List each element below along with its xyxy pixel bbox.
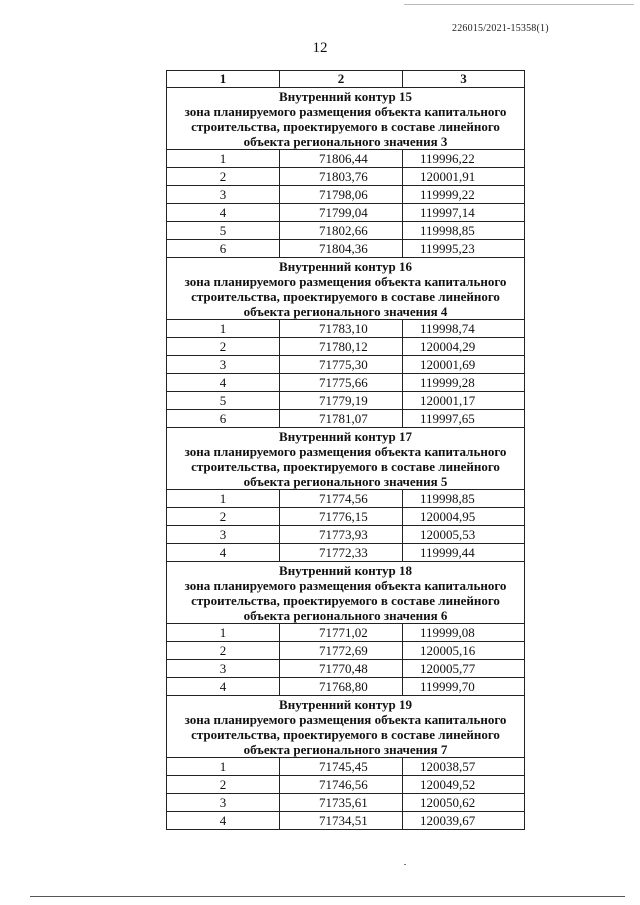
section-title-line: объекта регионального значения 6 — [243, 608, 448, 623]
coordinate-y: 119996,22 — [403, 150, 525, 168]
coordinate-y: 120005,16 — [403, 642, 525, 660]
section-title-line: зона планируемого размещения объекта капитального — [184, 712, 507, 727]
coordinate-x: 71745,45 — [280, 758, 403, 776]
coordinate-x: 71774,56 — [280, 490, 403, 508]
point-number: 4 — [167, 374, 280, 392]
coordinate-x: 71798,06 — [280, 186, 403, 204]
page-number: 12 — [312, 40, 328, 56]
table-row — [167, 410, 525, 428]
table-body — [167, 88, 525, 830]
column-header: 2 — [280, 71, 403, 88]
coordinate-y: 119997,65 — [403, 410, 525, 428]
coordinate-x: 71734,51 — [280, 812, 403, 830]
column-header: 3 — [403, 71, 525, 88]
section-title-line: строительства, проектируемого в составе линейного — [191, 727, 500, 742]
coordinate-x: 71806,44 — [280, 150, 403, 168]
coordinate-x: 71803,76 — [280, 168, 403, 186]
point-number: 2 — [167, 338, 280, 356]
section-title-line: Внутренний контур 18 — [279, 563, 412, 578]
top-rule — [404, 4, 634, 5]
point-number: 3 — [167, 526, 280, 544]
coordinate-y: 119999,22 — [403, 186, 525, 204]
coordinate-x: 71799,04 — [280, 204, 403, 222]
coordinate-x: 71773,93 — [280, 526, 403, 544]
coordinate-y: 120039,67 — [403, 812, 525, 830]
table-row — [167, 204, 525, 222]
section-title-line: объекта регионального значения 7 — [243, 742, 448, 757]
coordinate-y: 120001,17 — [403, 392, 525, 410]
section-title — [167, 88, 525, 150]
point-number: 3 — [167, 356, 280, 374]
section-title — [167, 258, 525, 320]
coordinate-x: 71804,36 — [280, 240, 403, 258]
table-row — [167, 758, 525, 776]
table-header-row — [167, 71, 525, 88]
coordinate-x: 71735,61 — [280, 794, 403, 812]
coordinate-y: 119998,74 — [403, 320, 525, 338]
table-row — [167, 320, 525, 338]
coordinates-table — [166, 70, 525, 830]
coordinate-x: 71772,69 — [280, 642, 403, 660]
coordinate-x: 71781,07 — [280, 410, 403, 428]
coordinate-x: 71746,56 — [280, 776, 403, 794]
section-title-line: строительства, проектируемого в составе линейного — [191, 459, 500, 474]
section-title-line: зона планируемого размещения объекта капитального — [184, 274, 507, 289]
coordinate-y: 120004,95 — [403, 508, 525, 526]
section-title-row — [167, 562, 525, 624]
table-row — [167, 168, 525, 186]
section-title-row — [167, 428, 525, 490]
section-title-row — [167, 88, 525, 150]
coordinate-y: 119998,85 — [403, 490, 525, 508]
section-title — [167, 696, 525, 758]
section-title-line: объекта регионального значения 5 — [243, 474, 448, 489]
coordinate-y: 119997,14 — [403, 204, 525, 222]
point-number: 5 — [167, 222, 280, 240]
table-row — [167, 338, 525, 356]
coordinate-x: 71771,02 — [280, 624, 403, 642]
section-title-line: зона планируемого размещения объекта капитального — [184, 444, 507, 459]
point-number: 3 — [167, 186, 280, 204]
point-number: 1 — [167, 150, 280, 168]
point-number: 6 — [167, 410, 280, 428]
coordinate-x: 71780,12 — [280, 338, 403, 356]
table-row — [167, 490, 525, 508]
coordinate-x: 71775,66 — [280, 374, 403, 392]
table-row — [167, 186, 525, 204]
section-title-line: строительства, проектируемого в составе линейного — [191, 593, 500, 608]
section-title-line: Внутренний контур 16 — [279, 259, 412, 274]
coordinate-y: 119999,28 — [403, 374, 525, 392]
point-number: 3 — [167, 794, 280, 812]
coordinate-y: 120001,91 — [403, 168, 525, 186]
coordinate-y: 120001,69 — [403, 356, 525, 374]
table-row — [167, 526, 525, 544]
coordinate-y: 120005,53 — [403, 526, 525, 544]
coordinate-y: 120050,62 — [403, 794, 525, 812]
document-id: 226015/2021-15358(1) — [452, 23, 549, 34]
point-number: 1 — [167, 624, 280, 642]
point-number: 5 — [167, 392, 280, 410]
point-number: 4 — [167, 544, 280, 562]
point-number: 6 — [167, 240, 280, 258]
section-title — [167, 562, 525, 624]
table-row — [167, 544, 525, 562]
point-number: 1 — [167, 490, 280, 508]
coordinate-y: 120049,52 — [403, 776, 525, 794]
point-number: 1 — [167, 758, 280, 776]
point-number: 3 — [167, 660, 280, 678]
table-row — [167, 356, 525, 374]
table-row — [167, 812, 525, 830]
bottom-rule — [30, 896, 625, 897]
section-title-line: зона планируемого размещения объекта капитального — [184, 578, 507, 593]
table-row — [167, 392, 525, 410]
coordinate-x: 71770,48 — [280, 660, 403, 678]
coordinate-y: 120004,29 — [403, 338, 525, 356]
point-number: 1 — [167, 320, 280, 338]
table-row — [167, 624, 525, 642]
table-row — [167, 508, 525, 526]
section-title-line: объекта регионального значения 4 — [243, 304, 448, 319]
table-row — [167, 240, 525, 258]
point-number: 4 — [167, 678, 280, 696]
section-title-row — [167, 696, 525, 758]
section-title-line: строительства, проектируемого в составе линейного — [191, 289, 500, 304]
section-title-line: Внутренний контур 15 — [279, 89, 412, 104]
table-row — [167, 222, 525, 240]
coordinate-x: 71802,66 — [280, 222, 403, 240]
section-title-row — [167, 258, 525, 320]
point-number: 2 — [167, 508, 280, 526]
column-header: 1 — [167, 71, 280, 88]
coordinate-y: 119999,08 — [403, 624, 525, 642]
point-number: 2 — [167, 642, 280, 660]
section-title-line: Внутренний контур 17 — [279, 429, 412, 444]
section-title-line: строительства, проектируемого в составе линейного — [191, 119, 500, 134]
section-title-line: Внутренний контур 19 — [279, 697, 412, 712]
coordinate-x: 71776,15 — [280, 508, 403, 526]
table-row — [167, 678, 525, 696]
table-row — [167, 660, 525, 678]
table-row — [167, 150, 525, 168]
coordinate-x: 71783,10 — [280, 320, 403, 338]
table-row — [167, 794, 525, 812]
point-number: 2 — [167, 776, 280, 794]
coordinate-y: 119995,23 — [403, 240, 525, 258]
table-row — [167, 642, 525, 660]
section-title-line: зона планируемого размещения объекта капитального — [184, 104, 507, 119]
point-number: 4 — [167, 204, 280, 222]
coordinate-y: 120005,77 — [403, 660, 525, 678]
coordinate-y: 119999,70 — [403, 678, 525, 696]
table-row — [167, 374, 525, 392]
scan-speck — [404, 864, 406, 865]
coordinate-x: 71775,30 — [280, 356, 403, 374]
section-title-line: объекта регионального значения 3 — [243, 134, 448, 149]
point-number: 2 — [167, 168, 280, 186]
point-number: 4 — [167, 812, 280, 830]
coordinate-x: 71779,19 — [280, 392, 403, 410]
coordinate-y: 120038,57 — [403, 758, 525, 776]
coordinate-x: 71772,33 — [280, 544, 403, 562]
section-title — [167, 428, 525, 490]
coordinate-x: 71768,80 — [280, 678, 403, 696]
coordinate-y: 119998,85 — [403, 222, 525, 240]
coordinate-y: 119999,44 — [403, 544, 525, 562]
table-row — [167, 776, 525, 794]
